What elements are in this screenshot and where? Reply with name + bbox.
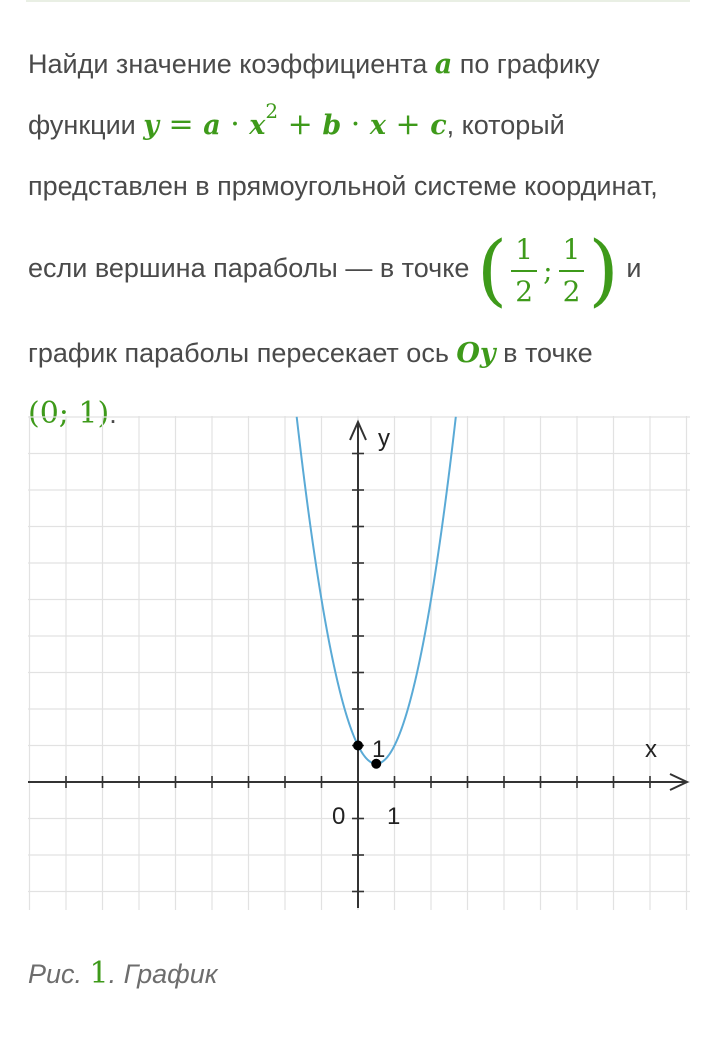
formula-plus: + bbox=[278, 107, 323, 142]
vertex-point: ( $\frac{1}{2}$ ; $\frac{1}{2}$ ) bbox=[476, 225, 619, 316]
axis-oy: Oy bbox=[456, 337, 496, 369]
problem-text: по графику bbox=[452, 49, 600, 79]
problem-statement bbox=[28, 34, 688, 444]
problem-text: если вершина параболы — в точке bbox=[28, 253, 477, 283]
top-divider bbox=[26, 0, 690, 2]
problem-line-5 bbox=[28, 323, 688, 384]
problem-line-4 bbox=[28, 216, 688, 323]
formula-a: a bbox=[203, 110, 221, 141]
formula-plus: + bbox=[385, 107, 431, 142]
formula-dot: · bbox=[220, 107, 250, 142]
caption-suffix: . График bbox=[108, 959, 218, 989]
formula-b: b bbox=[322, 110, 342, 141]
problem-text: представлен в прямоугольной системе координат, bbox=[28, 171, 658, 201]
formula-y: y bbox=[143, 110, 159, 141]
problem-text: в точке bbox=[495, 337, 593, 368]
vertex-x-fraction: $\frac{1}{2}$ bbox=[511, 234, 537, 308]
parabola-graph bbox=[28, 416, 690, 910]
y-axis-label: y bbox=[378, 425, 390, 452]
formula-dot: · bbox=[341, 107, 370, 142]
formula-x: x bbox=[369, 110, 386, 141]
intercept-point: (0; 1) bbox=[28, 395, 110, 431]
formula-x: x bbox=[249, 110, 266, 141]
problem-text: и bbox=[618, 253, 642, 283]
vertex-y-fraction: $\frac{1}{2}$ bbox=[559, 234, 585, 308]
x-tick-label: 1 bbox=[387, 803, 401, 830]
formula-c: c bbox=[430, 110, 447, 141]
x-axis-label: x bbox=[645, 736, 657, 763]
y-intercept-point bbox=[353, 741, 363, 751]
formula bbox=[143, 99, 447, 142]
formula-exponent: 2 bbox=[265, 99, 279, 123]
y-tick-label: 1 bbox=[372, 736, 386, 763]
figure-caption bbox=[28, 956, 217, 991]
caption-prefix: Рис. bbox=[28, 959, 90, 989]
problem-text: . bbox=[109, 398, 117, 429]
problem-text: , который bbox=[446, 110, 565, 140]
caption-number: 1 bbox=[89, 956, 109, 991]
problem-text: график параболы пересекает ось bbox=[28, 337, 457, 368]
origin-label: 0 bbox=[332, 803, 346, 830]
problem-text: функции bbox=[28, 110, 144, 140]
variable-a: a bbox=[434, 49, 453, 80]
problem-line-3 bbox=[28, 156, 688, 216]
parabola-curve bbox=[297, 417, 456, 764]
problem-line-2 bbox=[28, 95, 688, 156]
formula-equals: = bbox=[158, 107, 204, 142]
problem-text: Найди значение коэффициента bbox=[28, 49, 435, 79]
problem-line-1 bbox=[28, 34, 688, 95]
